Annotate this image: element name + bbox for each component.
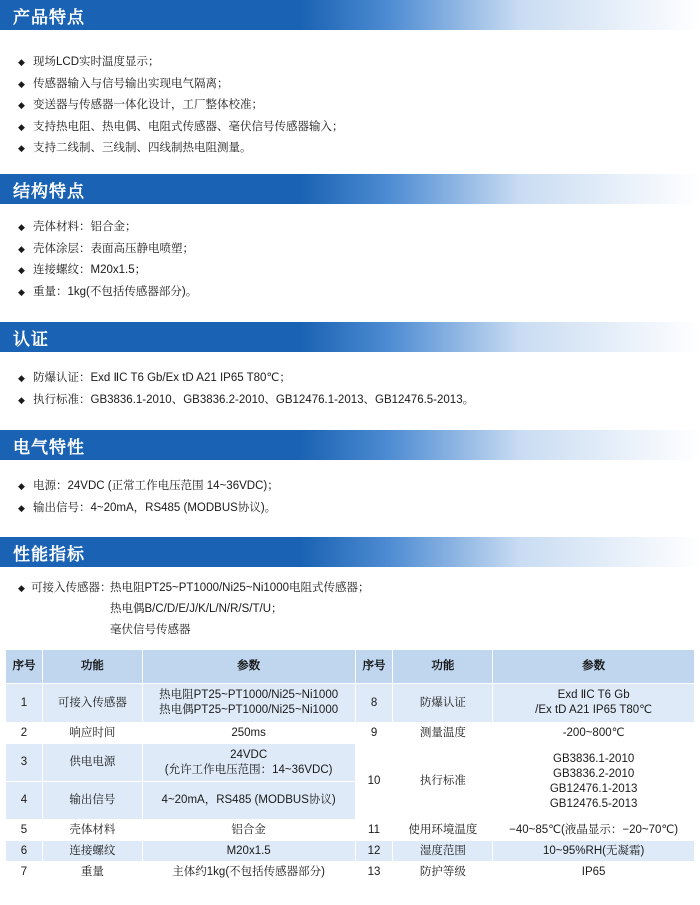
- diamond-bullet-icon: ◆: [18, 78, 25, 89]
- sensor-inputs: [18, 578, 478, 641]
- row-parameter: M20x1.5: [142, 841, 355, 862]
- row-function: 供电电源: [42, 744, 142, 782]
- list-item: ◆ 支持二线制、三线制、四线制热电阻测量。: [18, 138, 344, 160]
- diamond-bullet-icon: ◆: [18, 100, 25, 110]
- row-number: 3: [6, 744, 43, 782]
- row-function: 连接螺纹: [42, 841, 142, 862]
- list-item: ◆ 变送器与传感器一体化设计，工厂整体校准；: [18, 95, 344, 117]
- row-parameter: -200~800℃: [493, 723, 695, 744]
- diamond-bullet-icon: ◆: [18, 502, 25, 513]
- row-function: 防爆认证: [393, 684, 493, 723]
- diamond-bullet-icon: ◆: [18, 243, 25, 254]
- diamond-bullet-icon: ◆: [18, 286, 25, 297]
- certification-list: [18, 368, 474, 411]
- column-header: 参数: [142, 650, 355, 684]
- sensor-label: 可接入传感器：: [31, 582, 112, 594]
- diamond-bullet-icon: ◆: [18, 583, 25, 593]
- row-number: 2: [6, 723, 43, 744]
- list-item: ◆ 防爆认证：Exd ⅡC T6 Gb/Ex tD A21 IP65 T80℃；: [18, 368, 474, 390]
- section-title: 性能指标: [13, 545, 85, 564]
- section-header-performance: [0, 537, 700, 567]
- row-number: 1: [6, 684, 43, 723]
- list-item: ◆ 传感器输入与信号输出实现电气隔离；: [18, 74, 344, 96]
- column-header: 参数: [493, 650, 695, 684]
- column-header: 功能: [42, 650, 142, 684]
- row-number: 12: [355, 841, 393, 862]
- row-parameter: −40~85℃(液晶显示：−20~70℃): [493, 820, 695, 841]
- row-number: 9: [355, 723, 393, 744]
- table-row: [6, 820, 695, 841]
- row-function: 使用环境温度: [393, 820, 493, 841]
- row-parameter: 主体约1kg(不包括传感器部分): [142, 862, 355, 883]
- diamond-bullet-icon: ◆: [18, 394, 25, 405]
- row-number: 7: [6, 862, 43, 883]
- features-list: [18, 52, 344, 160]
- row-function: 可接入传感器: [42, 684, 142, 723]
- row-parameter: GB3836.1-2010 GB3836.2-2010 GB12476.1-2013 GB12476.5-2013: [493, 744, 695, 820]
- table-row: [6, 744, 695, 782]
- list-item: ◆ 电源：24VDC (正常工作电压范围 14~36VDC)；: [18, 476, 279, 498]
- row-number: 4: [6, 782, 43, 820]
- column-header: 序号: [6, 650, 43, 684]
- row-function: 壳体材料: [42, 820, 142, 841]
- row-parameter: 10~95%RH(无凝霜): [493, 841, 695, 862]
- row-parameter: 250ms: [142, 723, 355, 744]
- sensor-line: 毫伏信号传感器: [110, 624, 191, 636]
- section-title: 结构特点: [13, 182, 85, 201]
- section-header-structure: [0, 174, 700, 204]
- row-function: 湿度范围: [393, 841, 493, 862]
- row-number: 5: [6, 820, 43, 841]
- list-item: ◆ 壳体涂层：表面高压静电喷塑；: [18, 239, 197, 261]
- section-header-features: [0, 0, 700, 30]
- row-function: 响应时间: [42, 723, 142, 744]
- list-item: ◆ 现场LCD实时温度显示；: [18, 52, 344, 74]
- list-item: ◆ 执行标准：GB3836.1-2010、GB3836.2-2010、GB12476.1-2013、GB12476.5-2013。: [18, 390, 474, 412]
- list-item: ◆ 支持热电阻、热电偶、电阻式传感器、毫伏信号传感器输入；: [18, 117, 344, 139]
- electrical-list: [18, 476, 279, 519]
- sensor-line: 热电偶B/C/D/E/J/K/L/N/R/S/T/U；: [110, 603, 283, 615]
- list-item: ◆ 连接螺纹：M20x1.5；: [18, 260, 197, 282]
- diamond-bullet-icon: ◆: [18, 143, 25, 153]
- row-number: 11: [355, 820, 393, 841]
- list-item: ◆ 壳体材料：铝合金；: [18, 217, 197, 239]
- row-function: 重量: [42, 862, 142, 883]
- column-header: 功能: [393, 650, 493, 684]
- section-header-certification: [0, 322, 700, 352]
- row-parameter: 热电阻PT25~PT1000/Ni25~Ni1000 热电偶PT25~PT1000/Ni25~Ni1000: [142, 684, 355, 723]
- list-item: ◆ 重量：1kg(不包括传感器部分)。: [18, 282, 197, 304]
- row-parameter: IP65: [493, 862, 695, 883]
- diamond-bullet-icon: ◆: [18, 481, 25, 491]
- diamond-bullet-icon: ◆: [18, 222, 25, 232]
- section-title: 认证: [13, 330, 49, 349]
- table-row: [6, 684, 695, 723]
- row-parameter: Exd ⅡC T6 Gb /Ex tD A21 IP65 T80℃: [493, 684, 695, 723]
- row-number: 13: [355, 862, 393, 883]
- table-row: [6, 723, 695, 744]
- row-number: 8: [355, 684, 393, 723]
- row-function: 输出信号: [42, 782, 142, 820]
- table-row: [6, 862, 695, 883]
- row-function: 测量温度: [393, 723, 493, 744]
- table-header-row: [6, 650, 695, 684]
- diamond-bullet-icon: ◆: [18, 265, 25, 275]
- row-number: 10: [355, 744, 393, 820]
- section-header-electrical: [0, 430, 700, 460]
- spec-table: [5, 649, 695, 883]
- diamond-bullet-icon: ◆: [18, 57, 25, 67]
- row-parameter: 4~20mA，RS485 (MODBUS协议): [142, 782, 355, 820]
- row-function: 执行标准: [393, 744, 493, 820]
- row-function: 防护等级: [393, 862, 493, 883]
- row-parameter: 24VDC (允许工作电压范围：14~36VDC): [142, 744, 355, 782]
- section-title: 产品特点: [13, 8, 85, 27]
- sensor-line: 热电阻PT25~PT1000/Ni25~Ni1000电阻式传感器；: [110, 582, 370, 594]
- structure-list: [18, 217, 197, 303]
- row-parameter: 铝合金: [142, 820, 355, 841]
- row-number: 6: [6, 841, 43, 862]
- list-item: ◆ 输出信号：4~20mA，RS485 (MODBUS协议)。: [18, 498, 279, 520]
- diamond-bullet-icon: ◆: [18, 121, 25, 132]
- table-row: [6, 841, 695, 862]
- diamond-bullet-icon: ◆: [18, 373, 25, 383]
- column-header: 序号: [355, 650, 393, 684]
- section-title: 电气特性: [13, 438, 85, 457]
